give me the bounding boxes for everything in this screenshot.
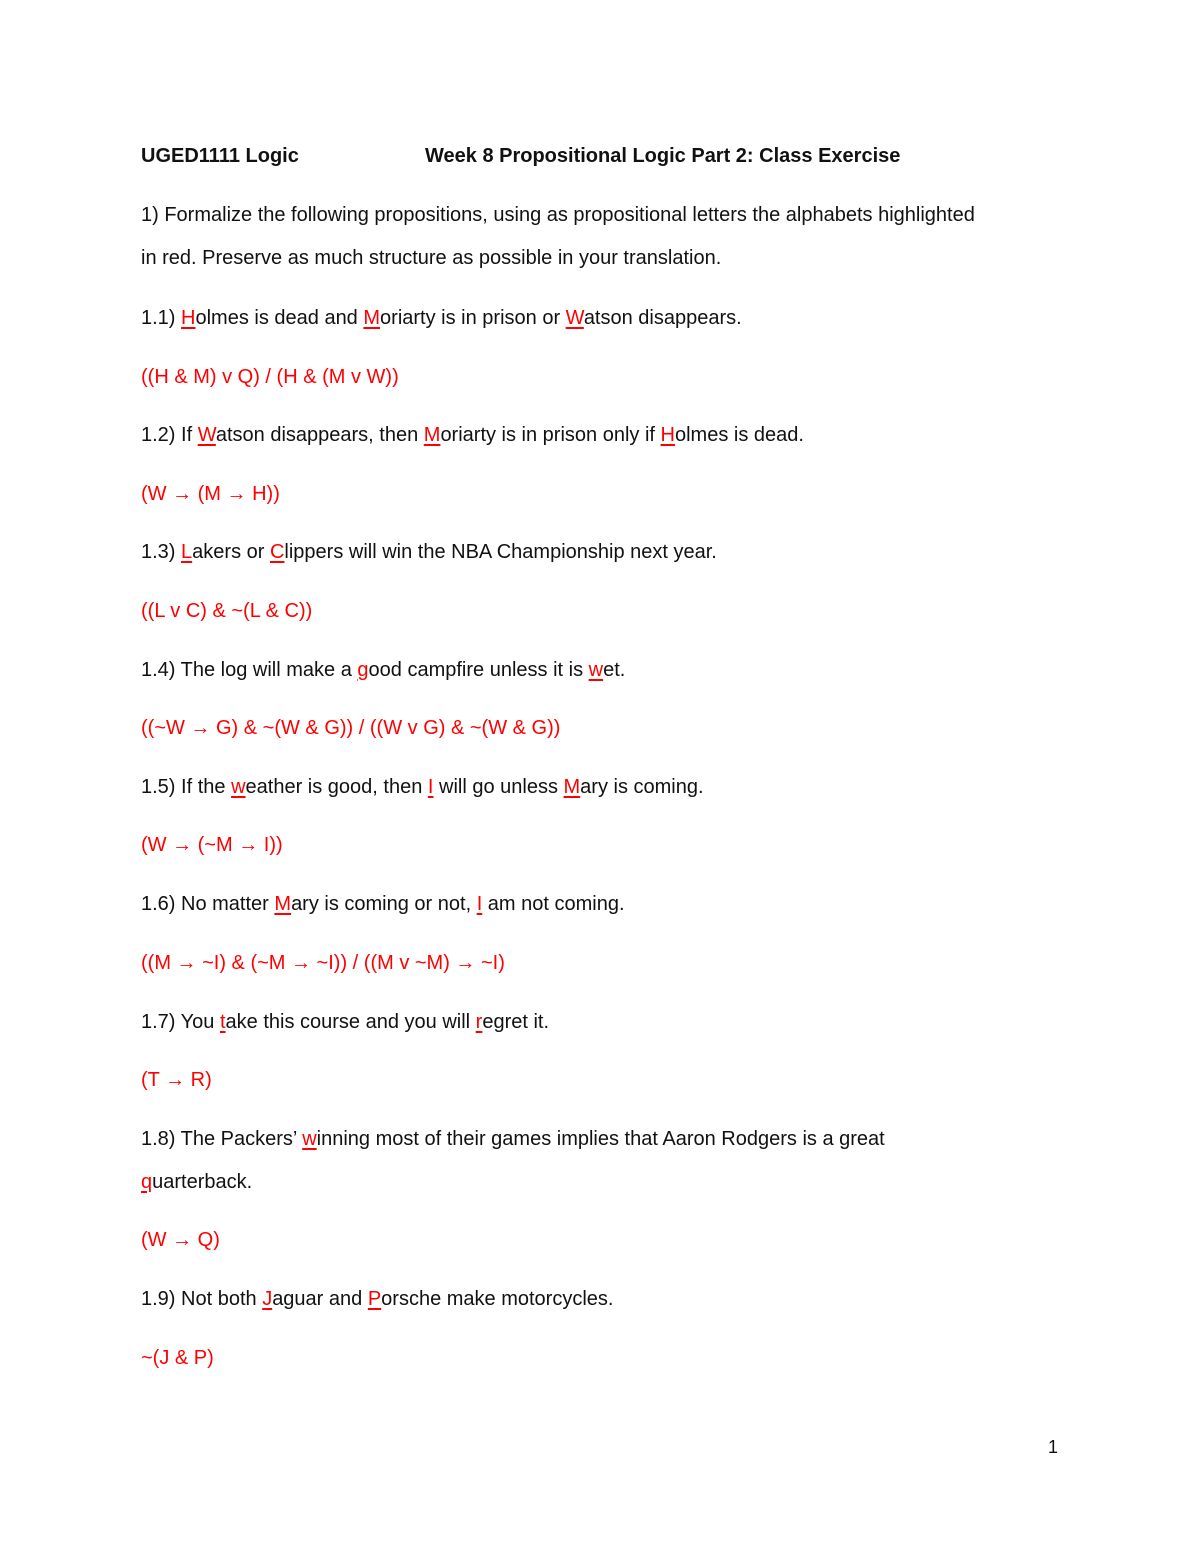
answer-1-2: (W → (M → H)) <box>141 483 280 505</box>
question-text: 1.1) <box>141 307 182 329</box>
highlight-letter: P <box>367 1288 382 1310</box>
question-1-4 <box>141 656 625 684</box>
question-text: 1.3) <box>141 541 182 563</box>
page-number: 1 <box>1048 1437 1059 1457</box>
answer-1-3: ((L v C) & ~(L & C)) <box>141 600 313 622</box>
highlight-letter: W <box>197 424 216 446</box>
question-text: aguar and <box>272 1288 368 1310</box>
question-text: 1.8) The Packers’ <box>141 1128 303 1150</box>
highlight-letter: H <box>181 307 196 329</box>
question-text: et. <box>603 659 626 681</box>
question-text: oriarty is in prison only if <box>440 424 661 446</box>
question-text: eather is good, then <box>245 776 428 798</box>
question-text: 1.4) The log will make a <box>141 659 358 681</box>
answer-1-4: ((~W → G) & ~(W & G)) / ((W v G) & ~(W & G)) <box>141 717 561 739</box>
question-text: lippers will win the NBA Championship next year. <box>284 541 717 563</box>
question-text: atson disappears. <box>583 307 742 329</box>
question-text: 1.7) You <box>141 1011 220 1033</box>
question-text: ake this course and you will <box>225 1011 476 1033</box>
question-1-3 <box>141 538 717 566</box>
highlight-letter: w <box>231 776 246 798</box>
highlight-letter: H <box>660 424 675 446</box>
question-text: ary is coming. <box>580 776 704 798</box>
question-1-6 <box>141 890 625 918</box>
question-text: 1.9) Not both <box>141 1288 263 1310</box>
instruction-line-2: in red. Preserve as much structure as possible in your translation. <box>141 247 722 269</box>
question-1-7 <box>141 1008 549 1036</box>
highlight-letter: W <box>565 307 584 329</box>
course-title: UGED1111 Logic <box>141 145 299 167</box>
instruction-line-1: 1) Formalize the following propositions, using as propositional letters the alphabets highlighted <box>141 204 975 226</box>
exercise-title: Week 8 Propositional Logic Part 2: Class Exercise <box>425 145 901 167</box>
highlight-letter: M <box>423 424 441 446</box>
highlight-letter: w <box>302 1128 317 1150</box>
question-text: olmes is dead and <box>195 307 364 329</box>
highlight-letter: L <box>181 541 193 563</box>
question-text: oriarty is in prison or <box>380 307 566 329</box>
question-text: 1.6) No matter <box>141 893 275 915</box>
highlight-letter: J <box>262 1288 273 1310</box>
question-text: olmes is dead. <box>674 424 804 446</box>
question-text: will go unless <box>433 776 564 798</box>
answer-1-6: ((M → ~I) & (~M → ~I)) / ((M v ~M) → ~I) <box>141 952 505 974</box>
highlight-letter: g <box>357 659 369 681</box>
question-text: ood campfire unless it is <box>368 659 589 681</box>
question-text: ary is coming or not, <box>291 893 477 915</box>
question-text: am not coming. <box>482 893 625 915</box>
question-text: orsche make motorcycles. <box>381 1288 614 1310</box>
question-1-8-line-1 <box>141 1125 885 1153</box>
question-text: atson disappears, then <box>215 424 424 446</box>
question-1-5 <box>141 773 704 801</box>
answer-1-5: (W → (~M → I)) <box>141 834 283 856</box>
highlight-letter: I <box>427 776 434 798</box>
highlight-letter: t <box>219 1011 226 1033</box>
question-1-8-line-2 <box>141 1168 252 1196</box>
question-1-9 <box>141 1285 613 1313</box>
highlight-letter: C <box>269 541 285 563</box>
question-1-2 <box>141 421 804 449</box>
question-text: egret it. <box>482 1011 550 1033</box>
question-text: akers or <box>192 541 270 563</box>
highlight-letter: M <box>274 893 292 915</box>
question-text: 1.5) If the <box>141 776 232 798</box>
highlight-letter: M <box>363 307 381 329</box>
question-text: uarterback. <box>152 1171 253 1193</box>
answer-1-1: ((H & M) v Q) / (H & (M v W)) <box>141 366 399 388</box>
answer-1-7: (T → R) <box>141 1069 212 1091</box>
highlight-letter: M <box>563 776 581 798</box>
question-text: 1.2) If <box>141 424 198 446</box>
highlight-letter: q <box>141 1171 153 1193</box>
answer-1-8: (W → Q) <box>141 1229 220 1251</box>
question-text: inning most of their games implies that Aaron Rodgers is a great <box>316 1128 885 1150</box>
highlight-letter: w <box>588 659 604 681</box>
question-1-1 <box>141 304 742 332</box>
answer-1-9: ~(J & P) <box>141 1347 214 1369</box>
highlight-letter: I <box>476 893 483 915</box>
highlight-letter: r <box>475 1011 483 1033</box>
